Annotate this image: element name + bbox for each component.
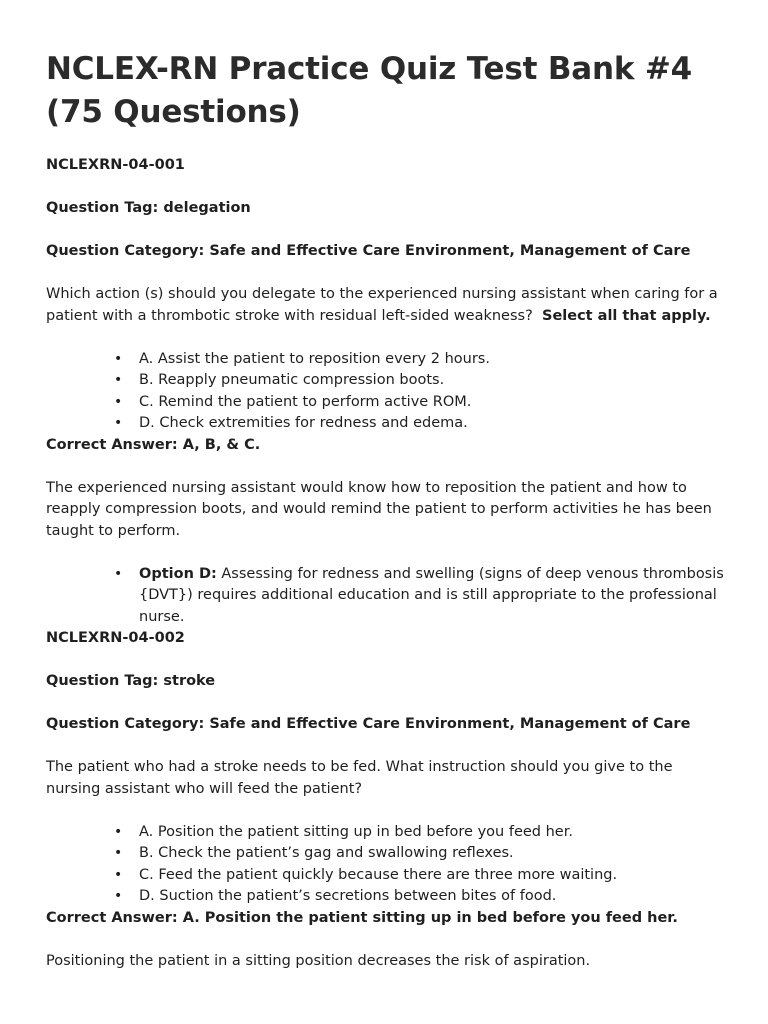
correct-answer: Correct Answer: A, B, & C. <box>46 436 261 453</box>
rationale-note-text: Assessing for redness and swelling (signs of deep venous thrombosis {DVT}) requires additional education and is still appropriate to the professional nurse. <box>139 565 724 625</box>
rationale: The experienced nursing assistant would know how to reposition the patient and how to reapply compression boots, and would remind the patient to perform activities he has been taught to perform. <box>46 479 712 539</box>
page-title: NCLEX-RN Practice Quiz Test Bank #4 (75 Questions) <box>46 51 692 130</box>
answer-option: • A. Assist the patient to reposition every 2 hours. <box>139 349 728 371</box>
question-stem-emphasis: Select all that apply. <box>542 307 711 324</box>
answer-option: • C. Remind the patient to perform active ROM. <box>139 392 728 414</box>
correct-answer: Correct Answer: A. Position the patient sitting up in bed before you feed her. <box>46 909 678 926</box>
answer-option: • B. Check the patient’s gag and swallowing reflexes. <box>139 843 728 865</box>
question-id: NCLEXRN-04-001 <box>46 157 185 173</box>
rationale-notes-list <box>46 564 728 629</box>
question-stem-text: Which action (s) should you delegate to the experienced nursing assistant when caring for a patient with a thrombotic stroke with residual left-sided weakness? <box>46 286 718 324</box>
answer-options-list <box>46 822 728 908</box>
answer-option: • A. Position the patient sitting up in bed before you feed her. <box>139 822 728 844</box>
question-id: NCLEXRN-04-002 <box>46 630 185 646</box>
question-category: Question Category: Safe and Effective Care Environment, Management of Care <box>46 243 691 259</box>
answer-options-list <box>46 349 728 435</box>
rationale-note <box>139 564 728 629</box>
answer-option: • D. Suction the patient’s secretions between bites of food. <box>139 886 728 908</box>
answer-option: • D. Check extremities for redness and edema. <box>139 413 728 435</box>
question-tag: Question Tag: stroke <box>46 673 216 689</box>
question-tag: Question Tag: delegation <box>46 200 251 216</box>
question-stem <box>46 284 728 327</box>
question-stem: The patient who had a stroke needs to be fed. What instruction should you give to the nursing assistant who will feed the patient? <box>46 759 673 797</box>
answer-option: • B. Reapply pneumatic compression boots. <box>139 370 728 392</box>
question-category: Question Category: Safe and Effective Care Environment, Management of Care <box>46 716 691 732</box>
answer-option: • C. Feed the patient quickly because there are three more waiting. <box>139 865 728 887</box>
rationale-note-label: Option D: <box>139 565 217 582</box>
rationale: Positioning the patient in a sitting position decreases the risk of aspiration. <box>46 952 591 969</box>
